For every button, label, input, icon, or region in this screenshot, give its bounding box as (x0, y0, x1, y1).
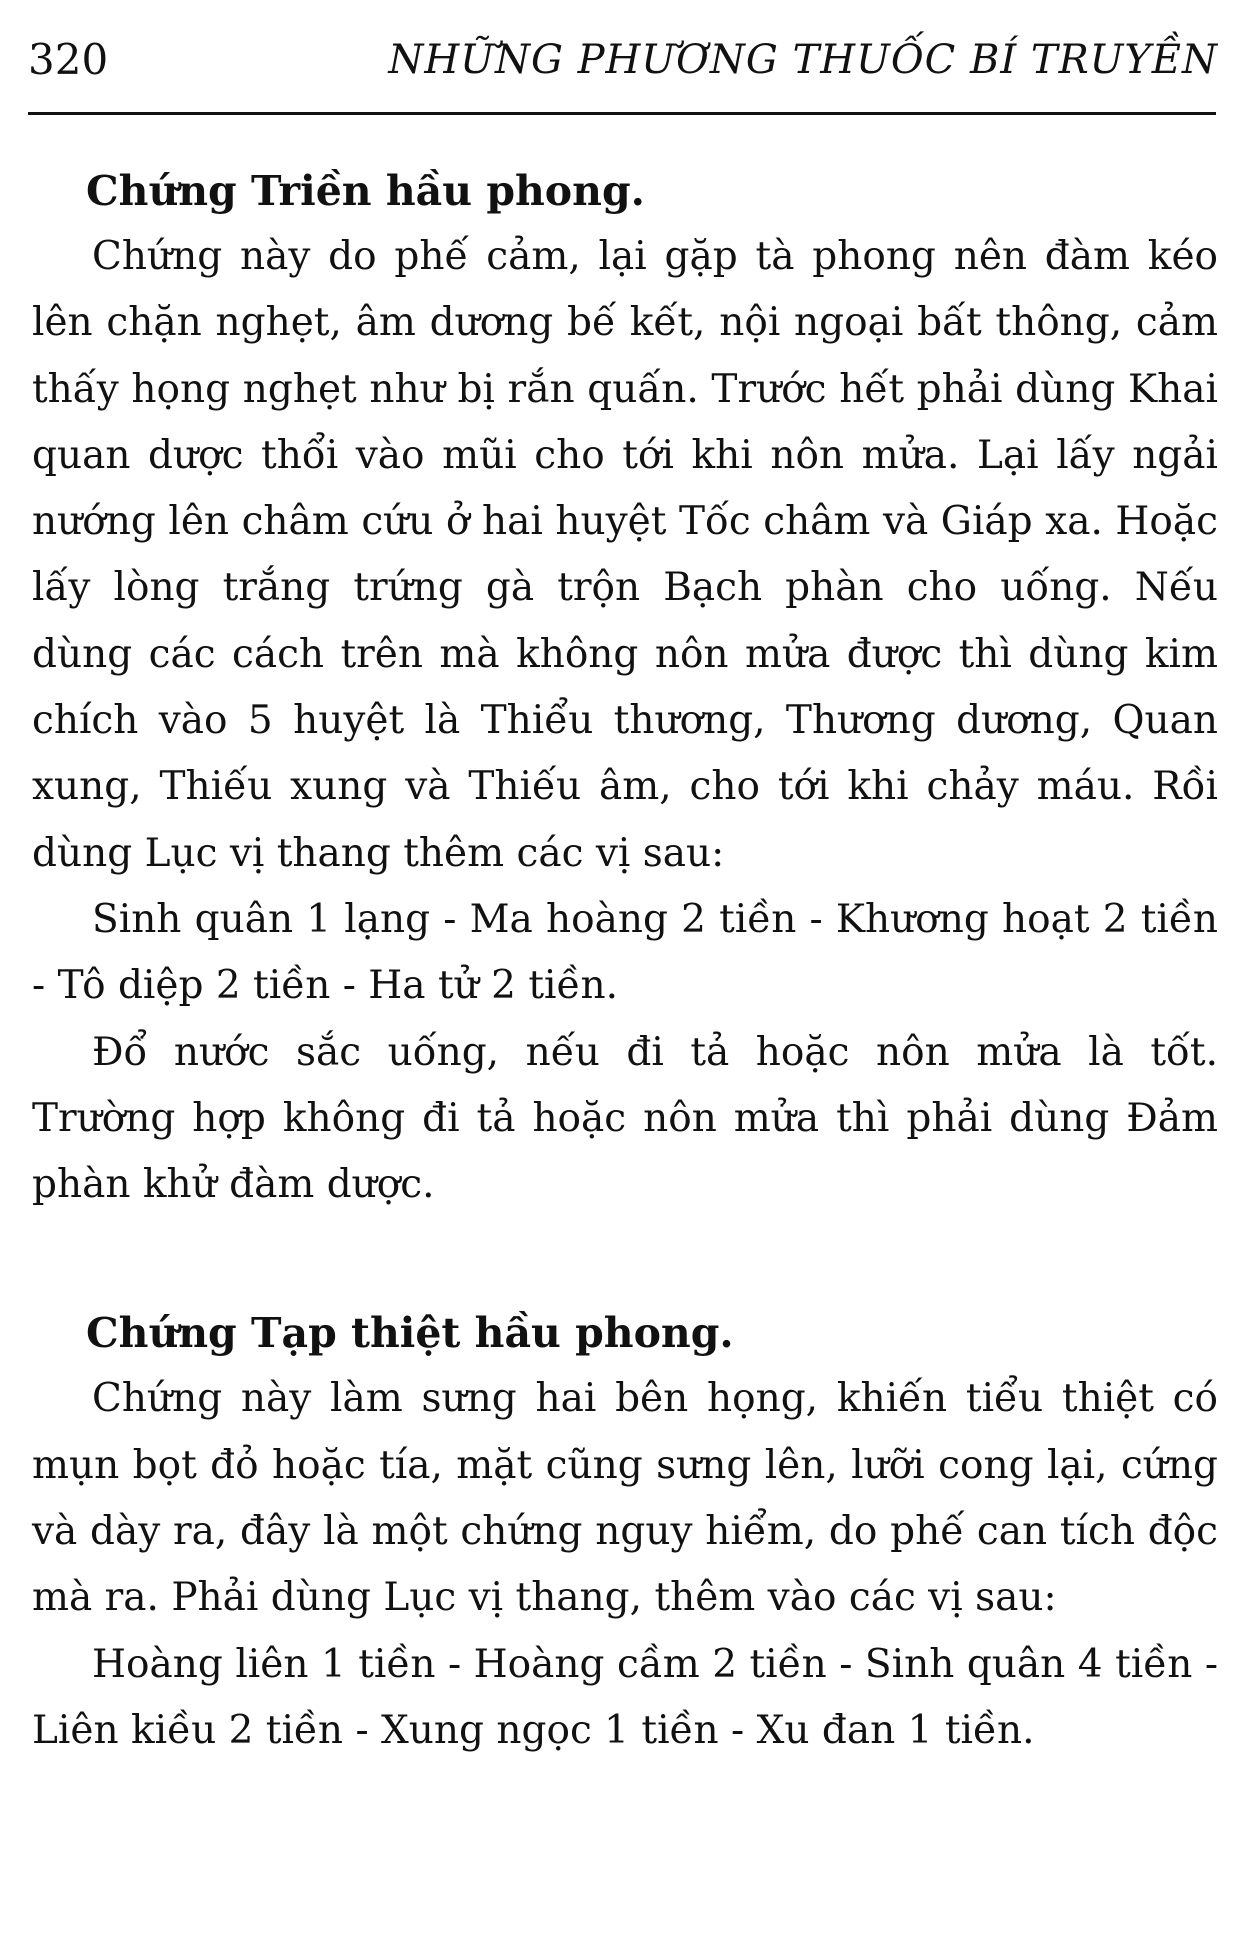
header-divider (28, 112, 1216, 115)
page-number: 320 (28, 35, 109, 84)
prescription-paragraph: Hoàng liên 1 tiền - Hoàng cầm 2 tiền - Sinh quân 4 tiền - Liên kiều 2 tiền - Xung ngọc 1 tiền - Xu đan 1 tiền. (32, 1641, 1218, 1753)
running-header (28, 30, 1218, 90)
prescription-paragraph: Sinh quân 1 lạng - Ma hoàng 2 tiền - Khương hoạt 2 tiền - Tô diệp 2 tiền - Ha tử 2 tiền. (32, 896, 1218, 1009)
section-tap-thiet-hau-phong (32, 1300, 1218, 1764)
paragraph: Đổ nước sắc uống, nếu đi tả hoặc nôn mửa là tốt. Trường hợp không đi tả hoặc nôn mửa thì phải dùng Đảm phàn khử đàm dược. (32, 1029, 1218, 1208)
paragraph: Chứng này làm sưng hai bên họng, khiến tiểu thiệt có mụn bọt đỏ hoặc tía, mặt cũng sưng lên, lưỡi cong lại, cứng và dày ra, đây là một chứng nguy hiểm, do phế can tích độc mà ra. Phải dùng Lục vị thang, thêm vào các vị sau: (32, 1376, 1218, 1621)
section-heading: Chứng Tạp thiệt hầu phong. (86, 1309, 734, 1358)
section-trien-hau-phong (32, 158, 1218, 1218)
page-body (32, 158, 1218, 1764)
section-heading: Chứng Triền hầu phong. (86, 167, 645, 215)
paragraph: Chứng này do phế cảm, lại gặp tà phong nên đàm kéo lên chặn nghẹt, âm dương bế kết, nội ngoại bất thông, cảm thấy họng nghẹt như bị rắn quấn. Trước hết phải dùng Khai quan dược thổi vào mũi cho tới khi nôn mửa. Lại lấy ngải nướng lên châm cứu ở hai huyệt Tốc châm và Giáp xa. Hoặc lấy lòng trắng trứng gà trộn Bạch phàn cho uống. Nếu dùng các cách trên mà không nôn mửa được thì dùng kim chích vào 5 huyệt là Thiểu thương, Thương dương, Quan xung, Thiếu xung và Thiếu âm, cho tới khi chảy máu. Rồi dùng Lục vị thang thêm các vị sau: (32, 234, 1218, 876)
book-title: NHỮNG PHƯƠNG THUỐC BÍ TRUYỀN (388, 37, 1218, 83)
